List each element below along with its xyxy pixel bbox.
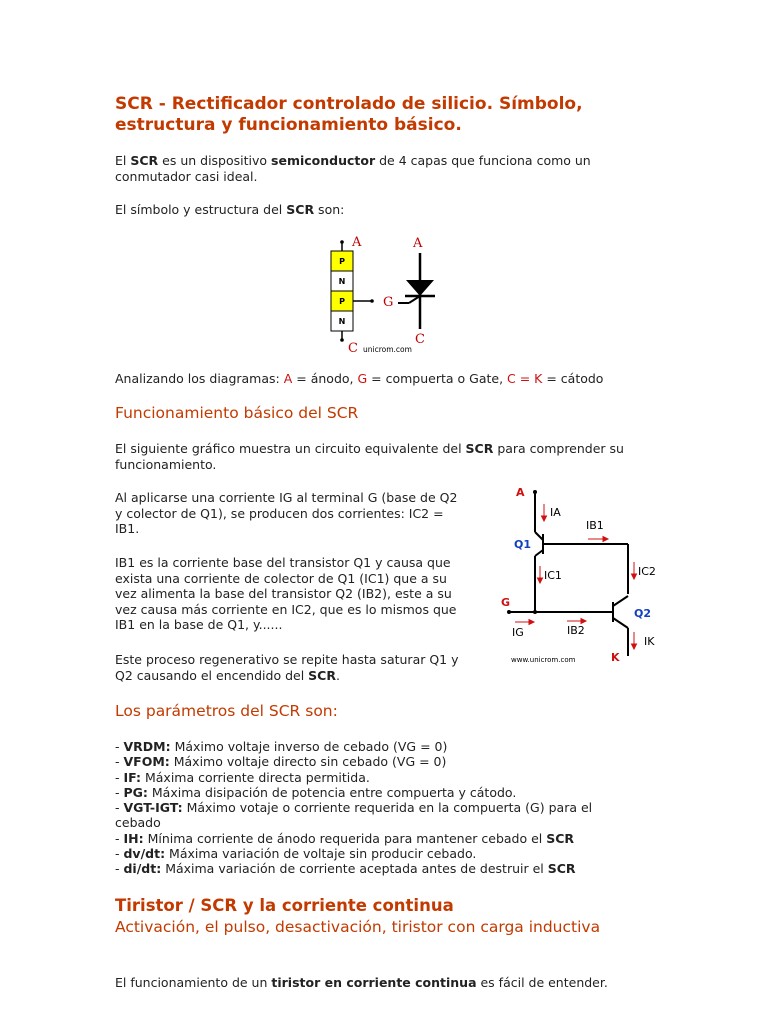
equiv-paragraph — [115, 441, 640, 472]
text: El — [115, 153, 131, 168]
layer-label: P — [339, 257, 345, 266]
text: El símbolo y estructura del — [115, 202, 287, 217]
final-paragraph — [115, 975, 608, 991]
text: es un dispositivo — [158, 153, 272, 168]
page-title: SCR - Rectificador controlado de silicio. Símbolo, estructura y funcionamiento básico. — [115, 94, 583, 135]
param-key: VFOM: — [123, 754, 170, 770]
gate-dot — [370, 299, 374, 303]
text: es fácil de entender. — [476, 975, 608, 990]
label-ic2: IC2 — [638, 565, 656, 578]
node-a — [533, 490, 537, 494]
label-ik: IK — [644, 635, 655, 648]
param-value: Máximo voltaje inverso de cebado (VG = 0) — [170, 739, 448, 754]
section-heading-tiristor: Tiristor / SCR y la corriente continua — [115, 896, 454, 915]
text-red: C = K — [507, 371, 543, 386]
intro-paragraph — [115, 153, 635, 184]
param-value: Máxima disipación de potencia entre compuerta y cátodo. — [147, 784, 517, 800]
list-item: - di/dt: Máxima variación de corriente aceptada antes de destruir el SCR — [115, 861, 576, 877]
scr-structure-diagram — [305, 233, 440, 358]
param-value: Máxima corriente directa permitida. — [141, 769, 370, 785]
label-q1: Q1 — [514, 538, 532, 551]
param-value: Máximo voltaje directo sin cebado (VG = 0) — [169, 754, 447, 770]
param-key: PG: — [123, 784, 148, 800]
cathode-dot — [340, 338, 344, 342]
watermark: www.unicrom.com — [511, 656, 576, 664]
list-item: - IF: Máxima corriente directa permitida. — [115, 769, 370, 785]
label-a: A — [516, 486, 525, 499]
param-key: VRDM: — [123, 739, 171, 754]
symbol-label-c: C — [415, 332, 425, 347]
paragraph-regenerative — [115, 652, 460, 683]
label-q2: Q2 — [634, 607, 652, 620]
section-heading-parametros: Los parámetros del SCR son: — [115, 702, 338, 720]
text: son: — [314, 202, 345, 217]
label-c: C — [348, 341, 358, 356]
text: El funcionamiento de un — [115, 975, 272, 990]
list-item: - VFOM: Máximo voltaje directo sin cebado (VG = 0) — [115, 754, 447, 770]
label-g: G — [383, 295, 394, 310]
label-g: G — [501, 596, 511, 609]
equivalent-circuit-diagram — [497, 484, 672, 666]
text-bold: SCR — [465, 441, 494, 456]
node-g-end — [507, 610, 511, 614]
paragraph-ig: Al aplicarse una corriente IG al terminal G (base de Q2 y colector de Q1), se producen dos corrientes: IC2 = IB1. — [115, 490, 458, 536]
param-value: Máximo votaje o corriente requerida en la compuerta (G) para el cebado — [115, 800, 593, 831]
params-list — [115, 739, 645, 877]
node-g — [533, 610, 537, 614]
text-red: A — [283, 371, 293, 386]
param-key: IH: — [123, 830, 144, 846]
layer-label: P — [339, 297, 345, 306]
param-emphasis: SCR — [546, 830, 575, 846]
section-heading-funcionamiento: Funcionamiento básico del SCR — [115, 404, 359, 422]
text-bold: semiconductor — [271, 153, 376, 168]
watermark: unicrom.com — [363, 345, 412, 354]
text-bold: SCR — [286, 202, 315, 217]
analysis-paragraph — [115, 371, 603, 387]
symbol-paragraph — [115, 202, 344, 218]
list-item: - VRDM: Máximo voltaje inverso de cebado (VG = 0) — [115, 739, 448, 754]
list-item: - VGT-IGT: Máximo votaje o corriente requerida en la compuerta (G) para el cebado — [115, 800, 593, 831]
label-ig: IG — [512, 626, 524, 639]
text-bold: tiristor en corriente continua — [271, 975, 477, 990]
text-bold: SCR — [308, 667, 336, 683]
param-key: dv/dt: — [123, 846, 166, 862]
param-key: di/dt: — [123, 861, 162, 877]
anode-dot — [340, 240, 344, 244]
list-item: - dv/dt: Máxima variación de voltaje sin producir cebado. — [115, 846, 477, 862]
label-a: A — [352, 235, 362, 250]
text: para comprender su funcionamiento. — [115, 441, 624, 472]
text: . — [335, 667, 340, 683]
label-ib2: IB2 — [567, 624, 585, 637]
paragraph-ib1: IB1 es la corriente base del transistor Q1 y causa que exista una corriente de colector de Q1 (IC1) que a su vez alimenta la base del transistor Q2 (IB2), este a su vez causa más corriente en IC2, que es lo mismos que IB1 en la base de Q1, y...... — [115, 555, 457, 632]
text: de 4 capas que funciona como un conmutador casi ideal. — [115, 153, 591, 184]
param-value: Máxima variación de corriente aceptada antes de destruir el — [161, 861, 548, 877]
list-item: - PG: Máxima disipación de potencia entre compuerta y cátodo. — [115, 784, 517, 800]
text: El siguiente gráfico muestra un circuito equivalente del — [115, 441, 466, 456]
param-value: Máxima variación de voltaje sin producir cebado. — [165, 846, 477, 862]
text-red: G — [357, 371, 368, 386]
label-k: K — [611, 651, 620, 664]
text-bold: SCR — [130, 153, 159, 168]
layer-label: N — [338, 317, 346, 326]
symbol-label-a: A — [413, 236, 423, 251]
section-subtitle: Activación, el pulso, desactivación, tiristor con carga inductiva — [115, 918, 601, 936]
text: = cátodo — [542, 371, 604, 386]
param-key: IF: — [123, 769, 141, 785]
param-value: Mínima corriente de ánodo requerida para mantener cebado el — [143, 830, 547, 846]
text: Analizando los diagramas: — [115, 371, 284, 386]
param-emphasis: SCR — [547, 861, 576, 877]
label-ic1: IC1 — [544, 569, 562, 582]
layer-label: N — [338, 277, 346, 286]
thyristor-triangle — [406, 280, 434, 296]
text: = compuerta o Gate, — [367, 371, 508, 386]
text: Este proceso regenerativo se repite hasta saturar Q1 y Q2 causando el encendido del — [115, 652, 459, 683]
list-item: - IH: Mínima corriente de ánodo requerida para mantener cebado el SCR — [115, 830, 575, 846]
text: = ánodo, — [292, 371, 358, 386]
label-ia: IA — [550, 506, 561, 519]
param-key: VGT-IGT: — [123, 800, 183, 816]
label-ib1: IB1 — [586, 519, 604, 532]
